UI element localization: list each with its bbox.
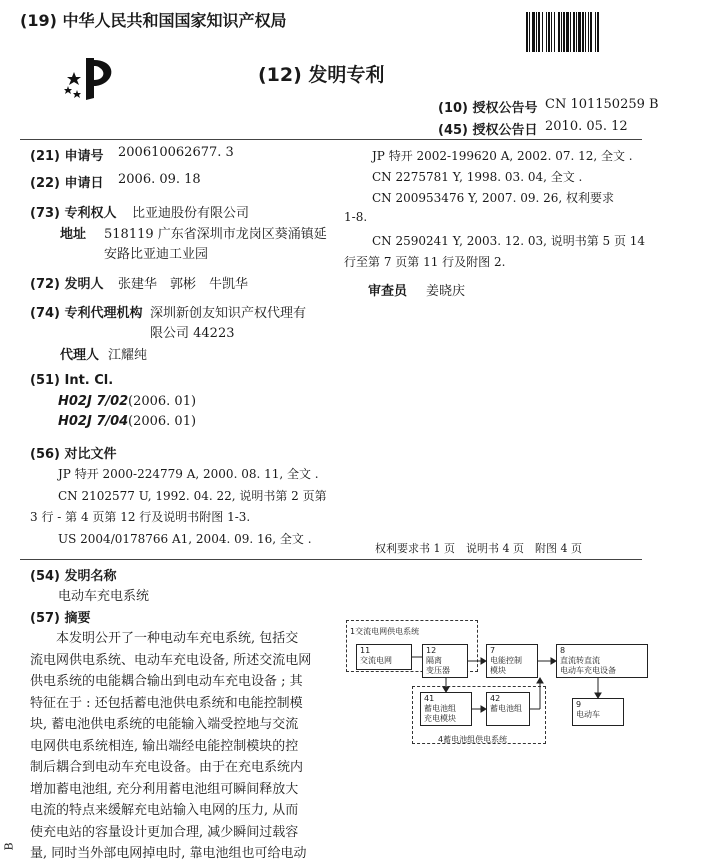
address-label: 地址 [60,227,87,242]
app-no-label: (21) 申请号 [30,149,104,164]
right-ref-line-1: JP 特开 2002-199620 A, 2002. 07. 12, 全文 . [372,149,633,163]
patentee-value: 比亚迪股份有限公司 [132,206,250,221]
side-kind-letter: B [2,842,16,851]
box-power-control: 7 电能控制 模块 [486,644,538,678]
intcl-1-version: (2006. 01) [128,394,197,409]
right-ref-line-2: CN 2275781 Y, 1998. 03. 04, 全文 . [372,170,583,184]
abstract-line: 特征在于 : 还包括蓄电池供电系统和电能控制模 [30,695,303,711]
barcode-image [526,12,638,52]
examiner-value: 姜晓庆 [426,284,466,299]
pub-date-label: (45) 授权公告日 [438,123,538,138]
address-line-1: 518119 广东省深圳市龙岗区葵涌镇延 [104,227,327,242]
box-transformer: 12 隔离 变压器 [422,644,468,678]
app-date-value: 2006. 09. 18 [118,172,201,187]
pub-no-label: (10) 授权公告号 [438,101,538,116]
abstract-figure [346,620,676,760]
title-label: (54) 发明名称 [30,569,117,584]
intcl-1-code: H02J 7/02 [58,394,129,409]
abstract-line: 流电网供电系统、电动车充电设备, 所述交流电网 [30,652,312,668]
app-no-value: 200610062677. 3 [118,145,234,160]
abstract-line: 供电系统的电能耦合输出到电动车充电设备 ; 其 [30,674,303,689]
ref-line-4: US 2004/0178766 A1, 2004. 09. 16, 全文 . [58,532,312,546]
abstract-line: 增加蓄电池组, 充分利用蓄电池组可瞬间释放大 [30,781,299,797]
address-line-2: 安路比亚迪工业园 [104,247,209,262]
invention-title: 电动车充电系统 [58,589,150,604]
box-ev: 9 电动车 [572,698,624,726]
ac-grid-group-label: 1交流电网供电系统 [350,627,420,636]
abstract-line: 块, 蓄电池供电系统的电能输入端受控地与交流 [30,717,299,732]
abstract-line: 本发明公开了一种电动车充电系统, 包括交 [56,631,299,646]
agency-label: (74) 专利代理机构 [30,306,143,321]
page-counts: 权利要求书 1 页 说明书 4 页 附图 4 页 [375,542,582,555]
box-battery: 42 蓄电池组 [486,692,530,726]
patentee-label: (73) 专利权人 [30,206,117,221]
abstract-line: 电网供电系统相连, 输出端经电能控制模块的控 [30,738,299,754]
right-ref-line-6: 行至第 7 页第 11 行及附图 2. [344,255,506,269]
examiner-label: 审查员 [368,284,408,299]
abstract-line: 制后耦合到电动车充电设备。由于在充电系统内 [30,760,304,775]
abstract-line: 使充电站的容量设计更加合理, 减少瞬间过载容 [30,824,299,840]
box-battery-charger: 41 蓄电池组 充电模块 [420,692,472,726]
right-ref-line-3: CN 200953476 Y, 2007. 09. 26, 权利要求 [372,191,614,205]
cnipa-emblem-icon [60,50,120,106]
app-date-label: (22) 申请日 [30,176,104,191]
ref-line-3: 3 行 - 第 4 页第 12 行及说明书附图 1-3. [30,510,251,524]
inventor-label: (72) 发明人 [30,277,104,292]
right-ref-line-4: 1-8. [344,210,368,224]
header-rule [20,139,642,140]
box-dc-charger: 8 直流转直流 电动车充电设备 [556,644,648,678]
office-name: (19) 中华人民共和国国家知识产权局 [20,11,287,30]
intcl-2-version: (2006. 01) [128,414,197,429]
right-ref-line-5: CN 2590241 Y, 2003. 12. 03, 说明书第 5 页 14 [372,234,646,248]
ref-line-2: CN 2102577 U, 1992. 04. 22, 说明书第 2 页第 [58,489,327,503]
pub-date-value: 2010. 05. 12 [545,119,628,134]
document-type: (12) 发明专利 [258,64,385,86]
agency-line-1: 深圳新创友知识产权代理有 [150,306,307,321]
intcl-2-code: H02J 7/04 [58,414,129,429]
section-rule [20,559,642,560]
abstract-label: (57) 摘要 [30,611,91,626]
intcl-label: (51) Int. Cl. [30,373,114,388]
box-ac-grid: 11 交流电网 [356,644,412,670]
ref-line-1: JP 特开 2000-224779 A, 2000. 08. 11, 全文 . [58,467,319,481]
inventor-value: 张建华 郭彬 牛凯华 [118,277,249,292]
refs-label: (56) 对比文件 [30,447,117,462]
abstract-line: 电流的特点来缓解充电站输入电网的压力, 从而 [30,803,299,818]
diagram-connectors [346,620,676,760]
pub-no-value: CN 101150259 B [545,97,659,112]
agent-label: 代理人 [60,348,100,363]
battery-group-label: 4蓄电池组供电系统 [438,735,508,744]
agency-line-2: 限公司 44223 [150,326,235,341]
abstract-line: 量, 同时当外部电网掉电时, 靠电池组也可给电动 [30,846,307,861]
agent-value: 江耀纯 [108,348,148,363]
